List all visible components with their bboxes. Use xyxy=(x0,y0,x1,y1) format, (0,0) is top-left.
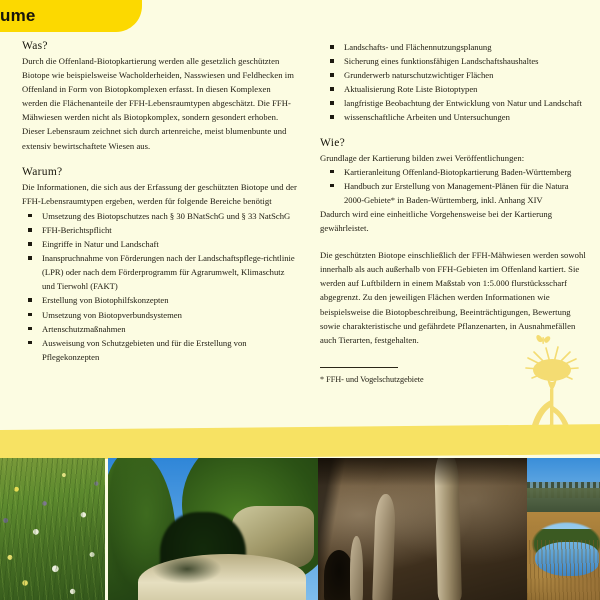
list-item-label: Umsetzung des Biotopschutzes nach § 30 BNatSchG und § 33 NatSchG xyxy=(42,210,291,221)
section-last-paragraph: Die geschützten Biotope einschließlich der FFH-Mähwiesen werden sowohl innerhalb als auch außerhalb von FFH-Gebieten im Offenland kartiert. Sie werden auf Luftbildern in einem Maßstab von 1:5.000 flurstücksscharf abgegrenzt. Zu den jeweiligen Flächen werden Informationen wie beispielsweise die Biotopbeschreibung, Beeinträchtigungen, Bewertung sowie charakteristische und gefährdete Pflanzenarten, in Ausnahmefällen auch Tierarten, festgehalten. xyxy=(320,250,586,345)
reed-texture-layer xyxy=(527,540,600,600)
moor-wetland-photo xyxy=(527,458,600,600)
list-item-label: Landschafts- und Flächennutzungsplanung xyxy=(344,42,492,52)
footnote-separator xyxy=(320,367,398,368)
right-column xyxy=(320,40,588,386)
section-heading-warum: Warum? xyxy=(22,165,63,178)
square-bullet-icon xyxy=(28,256,32,260)
section-paragraph-warum: Die Informationen, die sich aus der Erfassung der geschützten Biotope und der FFH-Lebensraumtypen ergeben, werden für folgende Bereiche benötigt xyxy=(22,181,297,206)
list-item xyxy=(22,322,297,336)
square-bullet-icon xyxy=(28,327,32,331)
warum-bullet-list xyxy=(22,209,297,364)
list-item xyxy=(22,336,297,364)
list-item-label: Erstellung von Biotophilfskonzepten xyxy=(42,295,169,306)
footnote-text: * FFH- und Vogelschutzgebiete xyxy=(320,374,424,384)
content-area xyxy=(0,40,600,432)
square-bullet-icon xyxy=(28,313,32,317)
wie-bullet-list xyxy=(320,165,588,207)
list-item-label: wissenschaftliche Arbeiten und Untersuchungen xyxy=(344,112,510,123)
list-item xyxy=(22,223,297,237)
list-item xyxy=(320,82,588,96)
list-item-label: Sicherung eines funktionsfähigen Landschaftshaushaltes xyxy=(344,56,539,67)
square-bullet-icon xyxy=(330,101,334,105)
list-item xyxy=(320,110,588,124)
list-item-label: Eingriffe in Natur und Landschaft xyxy=(42,239,159,250)
photo-strip xyxy=(0,458,600,600)
list-item xyxy=(22,209,297,223)
square-bullet-icon xyxy=(28,341,32,345)
list-item-label: Umsetzung von Biotopverbundsystemen xyxy=(42,309,182,320)
grass-blades-layer xyxy=(0,458,105,600)
square-bullet-icon xyxy=(28,242,32,246)
list-item xyxy=(320,96,588,110)
list-item xyxy=(22,237,297,251)
section-after-wie: Dadurch wird eine einheitliche Vorgehensweise bei der Kartierung gewährleistet. xyxy=(320,208,553,234)
list-item-label: Artenschutzmaßnahmen xyxy=(42,323,126,334)
top-banner-tab xyxy=(0,0,142,32)
list-item xyxy=(22,308,297,322)
cave-ceiling-shadow xyxy=(318,458,527,486)
square-bullet-icon xyxy=(330,115,334,119)
square-bullet-icon xyxy=(330,59,334,63)
list-item xyxy=(320,54,588,68)
continued-bullet-list xyxy=(320,40,588,125)
section-paragraph-was: Durch die Offenland-Biotopkartierung werden alle gesetzlich geschützten Biotope wie beispielsweise Wacholderheiden, Nasswiesen und Feldhecken im Offenland in Form von Biotopkomplexen erfasst. In diesen Komplexen werden die Flächenanteile der FFH-Lebensraumtypen abgeschätzt. Die FFH-Mähwiesen werden nicht als Biotopkomplex, sondern gesondert erhoben. Dieser Lebensraum zeichnet sich durch artenreiche, meist blumenbunte und extensiv bewirtschaftete Wiesen aus. xyxy=(22,56,294,151)
list-item xyxy=(320,165,588,179)
square-bullet-icon xyxy=(28,228,32,232)
list-item-label: Kartieranleitung Offenland-Biotopkartierung Baden-Württemberg xyxy=(344,166,572,177)
flower-meadow-photo xyxy=(0,458,105,600)
hollow-way-hedge-photo xyxy=(108,458,318,600)
bottom-yellow-band xyxy=(0,424,600,460)
section-heading-wie: Wie? xyxy=(320,136,345,149)
list-item-label: FFH-Berichtspflicht xyxy=(42,224,112,235)
path-shadow-layer xyxy=(152,554,222,584)
list-item xyxy=(320,179,588,207)
square-bullet-icon xyxy=(28,298,32,302)
list-item-label: langfristige Beobachtung der Entwicklung von Natur und Landschaft xyxy=(344,98,582,109)
square-bullet-icon xyxy=(330,87,334,91)
square-bullet-icon xyxy=(28,214,32,218)
list-item xyxy=(320,40,588,54)
list-item xyxy=(22,293,297,307)
list-item-label: Grunderwerb naturschutzwichtiger Flächen xyxy=(344,70,494,81)
left-column xyxy=(22,40,297,364)
list-item xyxy=(320,68,588,82)
list-item-label: Aktualisierung Rote Liste Biotoptypen xyxy=(344,84,478,95)
square-bullet-icon xyxy=(330,170,334,174)
list-item-label: Inanspruchnahme von Förderungen nach der Landschaftspflege-richtlinie (LPR) oder nach dem Förderprogramm für Agrarumwelt, Klimaschutz und Tierwohl (FAKT) xyxy=(42,253,295,292)
list-item xyxy=(22,251,297,293)
list-item-label: Ausweisung von Schutzgebieten und für die Erstellung von Pflegekonzepten xyxy=(42,337,247,362)
stalagmite-small xyxy=(350,536,363,600)
square-bullet-icon xyxy=(330,184,334,188)
list-item-label: Handbuch zur Erstellung von Management-Plänen für die Natura 2000-Gebiete* in Baden-Württemberg, inkl. Anhang XIV xyxy=(344,180,569,205)
square-bullet-icon xyxy=(330,45,334,49)
top-banner-label: ume xyxy=(0,6,36,25)
cave-rock-photo xyxy=(318,458,527,600)
section-intro-wie: Grundlage der Kartierung bilden zwei Veröffentlichungen: xyxy=(320,152,525,163)
section-heading-was: Was? xyxy=(22,40,48,52)
square-bullet-icon xyxy=(330,73,334,77)
stalagmite-left xyxy=(372,494,396,600)
forest-edge-layer xyxy=(527,488,600,514)
